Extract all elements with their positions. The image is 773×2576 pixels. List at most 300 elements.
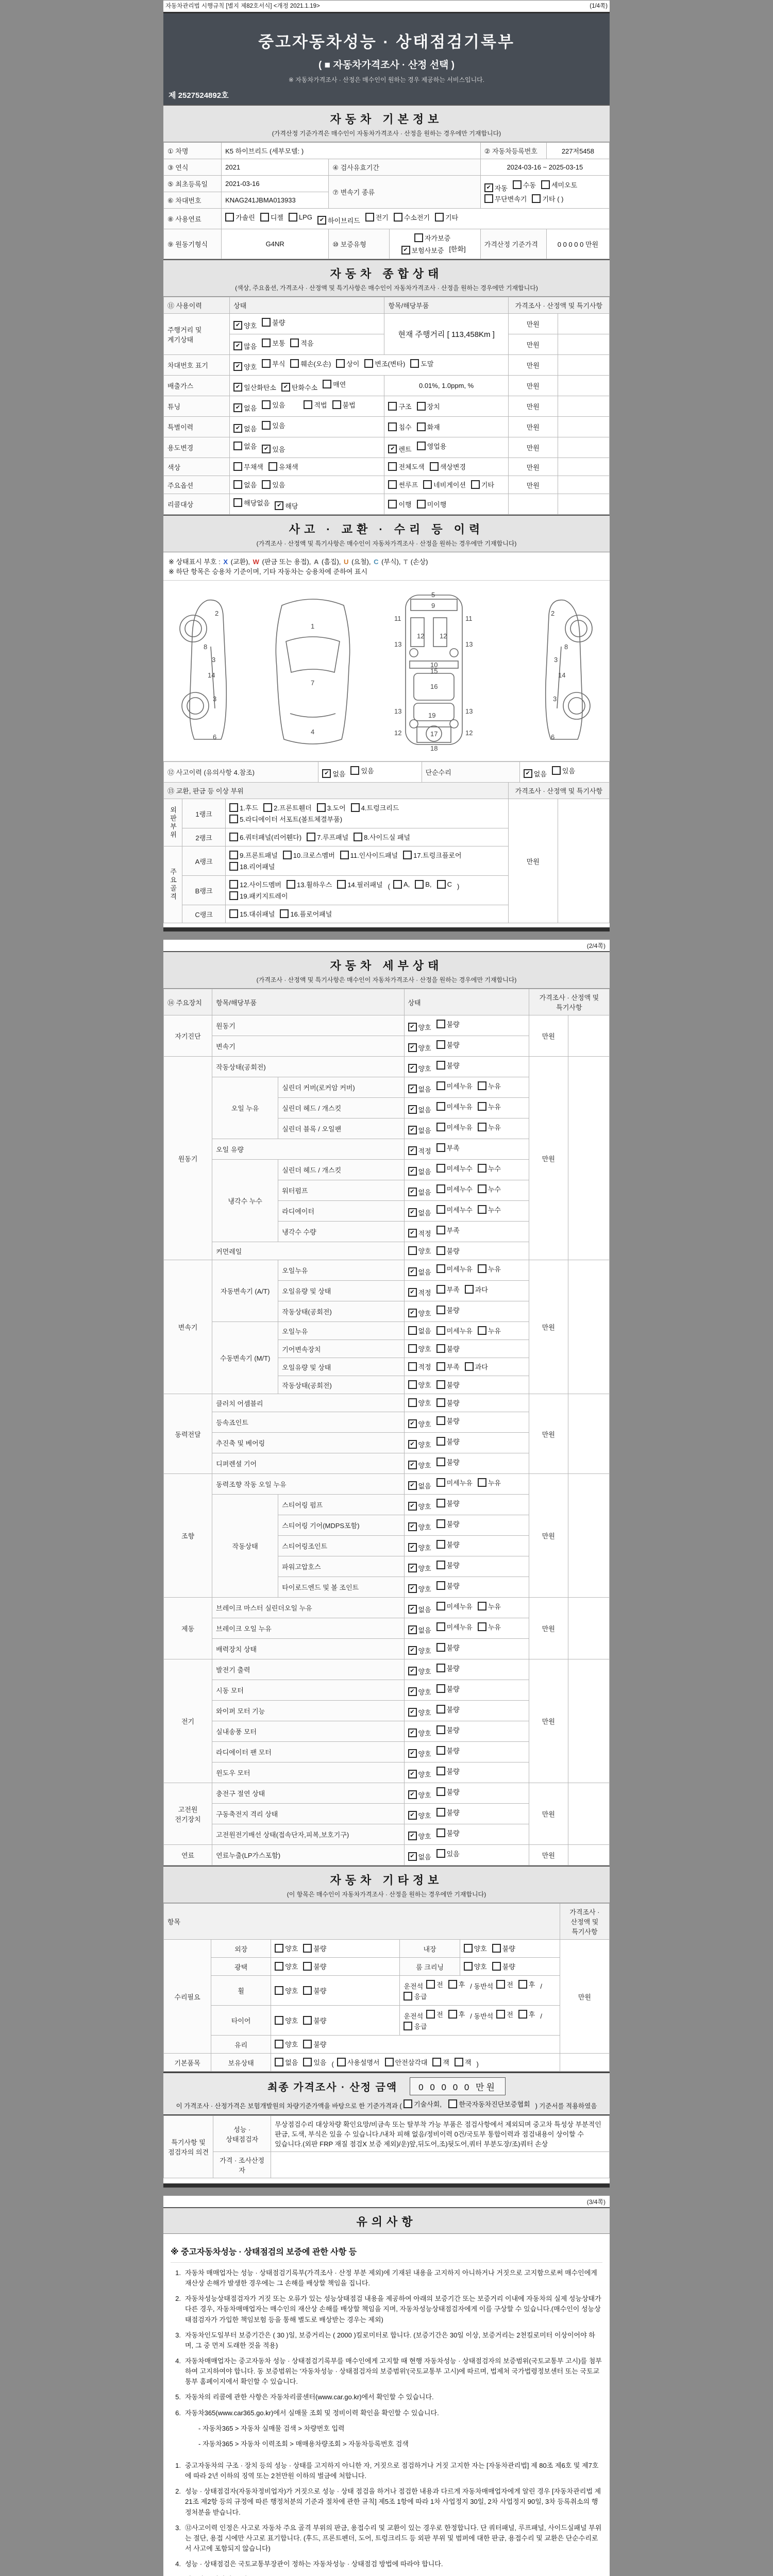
checkbox-checked[interactable] (408, 1105, 431, 1114)
checkbox-checked[interactable] (408, 1625, 431, 1635)
checkbox-unchecked[interactable] (436, 1040, 460, 1049)
checkbox-checked[interactable] (408, 1728, 431, 1738)
device-item: 발전기 출력 (212, 1659, 404, 1680)
checkbox-unchecked[interactable] (385, 2057, 428, 2067)
checkbox-unchecked[interactable] (323, 379, 346, 389)
checkbox-unchecked[interactable] (365, 212, 389, 222)
checkbox-unchecked[interactable] (436, 1787, 460, 1797)
checkbox-unchecked[interactable] (233, 462, 263, 471)
checkbox-label: 누유 (488, 1623, 501, 1631)
checkbox-checked[interactable] (408, 1084, 431, 1094)
checkbox-unchecked[interactable] (552, 766, 575, 775)
checkbox-unchecked[interactable] (436, 1663, 460, 1673)
inline-text: / (540, 2012, 542, 2020)
checkbox-unchecked[interactable] (403, 850, 461, 860)
checkbox-unchecked[interactable] (408, 1362, 431, 1371)
checkbox-checked[interactable] (408, 1790, 431, 1800)
checkbox-unchecked[interactable] (436, 1704, 460, 1714)
device-item: 라디에이터 팬 모터 (212, 1742, 404, 1762)
checkbox-checked[interactable] (408, 1563, 431, 1573)
checkbox-unchecked[interactable] (436, 1163, 473, 1173)
checkbox-checked[interactable] (388, 444, 411, 454)
note-cell (568, 1783, 609, 1845)
device-status (404, 1824, 529, 1845)
checkbox-unchecked[interactable] (436, 1362, 460, 1371)
checkbox-unchecked[interactable] (436, 1205, 473, 1214)
checkbox-unchecked[interactable] (303, 1986, 326, 1995)
checkbox-unchecked[interactable] (225, 212, 255, 222)
checkbox-unchecked[interactable] (435, 212, 458, 222)
checkbox-box-icon: ✔ (233, 342, 242, 350)
checkbox-box-icon (229, 909, 238, 918)
checkbox-unchecked[interactable] (492, 1961, 515, 1971)
checkbox-unchecked[interactable] (408, 1398, 431, 1408)
checkbox-unchecked[interactable] (436, 1264, 473, 1274)
device-item: 스티어링 기어(MDPS포함) (278, 1515, 404, 1536)
checkbox-checked[interactable] (408, 1584, 431, 1594)
table-cell: K5 하이브리드 (세부모델: ) (222, 143, 481, 159)
checkbox-unchecked[interactable] (229, 814, 342, 824)
svg-text:6: 6 (213, 733, 217, 741)
price-cell: 만원 (529, 1474, 568, 1598)
checkbox-unchecked[interactable] (262, 400, 285, 410)
checkbox-label: 불량 (313, 2016, 327, 2025)
checkbox-unchecked[interactable] (262, 338, 285, 348)
checkbox-unchecked[interactable] (337, 2057, 380, 2067)
checkbox-unchecked[interactable] (332, 400, 356, 410)
device-status (404, 1556, 529, 1577)
checkbox-unchecked[interactable] (478, 1326, 501, 1335)
checkbox-checked[interactable] (233, 362, 257, 371)
checkbox-checked[interactable] (408, 1308, 431, 1318)
checkbox-checked[interactable] (233, 403, 257, 413)
checkbox-box-icon (415, 880, 424, 889)
checkbox-checked[interactable] (408, 1287, 431, 1297)
svg-text:1: 1 (311, 622, 315, 630)
checkbox-unchecked[interactable] (492, 1943, 515, 1953)
checkbox-box-icon (426, 2010, 435, 2019)
section-caution-header (163, 2207, 610, 2234)
checkbox-unchecked[interactable] (229, 832, 301, 842)
checkbox-unchecked[interactable] (287, 879, 332, 889)
checkbox-unchecked[interactable] (229, 879, 281, 889)
checkbox-unchecked[interactable] (404, 2021, 427, 2031)
checkbox-checked[interactable] (281, 382, 317, 392)
checkbox-checked[interactable] (408, 1043, 431, 1053)
table-cell (222, 209, 610, 229)
checkbox-box-icon (260, 213, 269, 222)
checkbox-checked[interactable] (484, 183, 508, 193)
checkbox-unchecked[interactable] (455, 2057, 472, 2067)
checkbox-checked[interactable] (233, 341, 257, 351)
checkbox-label: 누유 (488, 1082, 501, 1090)
checkbox-box-icon (436, 1705, 445, 1714)
checkbox-unchecked[interactable] (436, 1246, 460, 1256)
checkbox-unchecked[interactable] (436, 1101, 473, 1111)
checkbox-unchecked[interactable] (290, 359, 331, 368)
checkbox-unchecked[interactable] (436, 1122, 473, 1132)
device-group-label: 동력전달 (164, 1394, 212, 1474)
checkbox-checked[interactable] (408, 1831, 431, 1841)
checkbox-checked[interactable] (233, 320, 257, 330)
checkbox-unchecked[interactable] (289, 213, 312, 222)
section-basic-title: 자동차 기본정보 (330, 113, 443, 126)
checkbox-checked[interactable] (408, 1646, 431, 1655)
checkbox-checked[interactable] (262, 444, 285, 454)
checkbox-checked[interactable] (408, 1749, 431, 1758)
table-row (164, 437, 610, 458)
checkbox-checked[interactable] (408, 1228, 431, 1238)
table-cell: 배출가스 (164, 376, 230, 396)
checkbox-unchecked[interactable] (436, 1225, 460, 1235)
checkbox-unchecked[interactable] (229, 909, 275, 919)
caution-item (171, 2486, 602, 2517)
checkbox-unchecked[interactable] (541, 180, 577, 190)
checkbox-box-icon (478, 1205, 486, 1214)
checkbox-checked[interactable] (408, 1125, 431, 1135)
checkbox-checked[interactable] (408, 1460, 431, 1470)
caution-item-text: 자동차성능상태점검자가 거짓 또는 오류가 있는 성능상태점검 내용을 제공하여 아래의 보증기간 또는 보증거리 이내에 자동차의 실제 성능상태가 다른 경우, 자동차매매업자는 매수인의 재산상 손해를 배상할 책임을 지며, 자동차성능상태점검자에게 이를 구상할 수 있습니다.(매수인이 성능상태점검자가 가입한 책임보험 등을 통해 별도로 배상받는 경우는 제외) (185, 2295, 601, 2324)
checkbox-unchecked[interactable] (513, 180, 536, 190)
table-cell (384, 396, 508, 417)
checkbox-unchecked[interactable] (532, 194, 563, 204)
checkbox-unchecked[interactable] (448, 1979, 465, 1989)
checkbox-box-icon (303, 1962, 312, 1971)
checkbox-unchecked[interactable] (436, 1560, 460, 1570)
legend-code-T: T (404, 558, 408, 566)
checkbox-unchecked[interactable] (303, 2039, 326, 2049)
checkbox-unchecked[interactable] (464, 1943, 487, 1953)
checkbox-label: 불량 (446, 1021, 460, 1028)
checkbox-checked[interactable] (408, 1481, 431, 1490)
checkbox-unchecked[interactable] (417, 422, 440, 432)
checkbox-unchecked[interactable] (304, 400, 327, 410)
checkbox-unchecked[interactable] (280, 909, 332, 919)
table-cell: ② 자동차등록번호 (480, 143, 546, 159)
checkbox-label: 불량 (446, 1644, 460, 1652)
checkbox-unchecked[interactable] (436, 1284, 460, 1294)
checkbox-unchecked[interactable] (436, 1622, 473, 1632)
checkbox-unchecked[interactable] (317, 803, 346, 812)
checkbox-unchecked[interactable] (465, 1284, 488, 1294)
checkbox-unchecked[interactable] (496, 2009, 513, 2019)
device-status (404, 1057, 529, 1077)
checkbox-unchecked[interactable] (478, 1205, 501, 1214)
checkbox-box-icon (388, 422, 397, 431)
checkbox-unchecked[interactable] (448, 2099, 530, 2109)
legend-desc: (부식), (381, 558, 401, 566)
table-cell: 광택 (211, 1958, 271, 1976)
checkbox-unchecked[interactable] (436, 1143, 460, 1153)
checkbox-checked[interactable] (408, 1501, 431, 1511)
checkbox-checked[interactable] (275, 501, 298, 511)
checkbox-unchecked[interactable] (437, 880, 452, 889)
checkbox-unchecked[interactable] (448, 2009, 465, 2019)
checkbox-unchecked[interactable] (303, 2057, 326, 2067)
checkbox-unchecked[interactable] (410, 359, 433, 368)
checkbox-unchecked[interactable] (336, 359, 359, 368)
checkbox-unchecked[interactable] (436, 1581, 460, 1590)
checkbox-unchecked[interactable] (233, 498, 270, 507)
checkbox-unchecked[interactable] (275, 1986, 298, 1995)
checkbox-unchecked[interactable] (263, 803, 312, 812)
checkbox-box-icon (478, 1622, 486, 1631)
checkbox-unchecked[interactable] (436, 1326, 473, 1335)
checkbox-unchecked[interactable] (417, 499, 447, 509)
checkbox-checked[interactable] (408, 1604, 431, 1614)
checkbox-unchecked[interactable] (262, 480, 285, 489)
checkbox-unchecked[interactable] (414, 233, 450, 243)
checkbox-label: B, (425, 880, 432, 888)
checkbox-label: 변조(변타) (375, 360, 406, 368)
checkbox-checked[interactable] (408, 1419, 431, 1429)
checkbox-unchecked[interactable] (394, 212, 430, 222)
table-cell (384, 494, 508, 515)
checkbox-unchecked[interactable] (388, 480, 418, 489)
checkbox-unchecked[interactable] (432, 2057, 449, 2067)
checkbox-unchecked[interactable] (436, 1457, 460, 1467)
checkbox-unchecked[interactable] (229, 803, 258, 812)
checkbox-unchecked[interactable] (268, 462, 298, 471)
checkbox-unchecked[interactable] (303, 1961, 326, 1971)
checkbox-unchecked[interactable] (436, 1344, 460, 1353)
checkbox-unchecked[interactable] (404, 2099, 442, 2109)
checkbox-label: 탄화수소 (291, 384, 318, 392)
checkbox-box-icon (478, 1184, 486, 1193)
checkbox-unchecked[interactable] (426, 1979, 443, 1989)
checkbox-unchecked[interactable] (260, 212, 283, 222)
checkbox-unchecked[interactable] (415, 880, 431, 889)
checkbox-box-icon (393, 880, 402, 889)
checkbox-label: 있음 (272, 481, 285, 489)
table-cell (460, 1940, 560, 1958)
checkbox-unchecked[interactable] (303, 1943, 326, 1953)
checkbox-checked[interactable] (408, 1063, 431, 1073)
checkbox-unchecked[interactable] (436, 1081, 473, 1091)
checkbox-label: 불량 (446, 1345, 460, 1353)
checkbox-label: 양호 (474, 1945, 487, 1953)
checkbox-unchecked[interactable] (351, 803, 399, 812)
checkbox-unchecked[interactable] (496, 1979, 513, 1989)
device-mid-label: 오일 누유 (212, 1077, 278, 1139)
checkbox-unchecked[interactable] (478, 1264, 501, 1274)
caution-item-text: 자동차인도일부터 보증기간은 ( 30 )일, 보증거리는 ( 2000 )킬로미터로 합니다. (보증기간은 30일 이상, 보증거리는 2천킬로미터 이상이어야 하며, 그 중 먼저 도래한 것을 적용) (185, 2331, 595, 2349)
checkbox-label: 12.사이드멤버 (240, 881, 281, 889)
device-status (404, 1201, 529, 1222)
checkbox-label: LPG (298, 213, 312, 221)
checkbox-checked[interactable] (408, 1022, 431, 1032)
checkbox-checked[interactable] (408, 1707, 431, 1717)
checkbox-box-icon (287, 880, 295, 889)
checkbox-box-icon: ✔ (408, 1646, 417, 1655)
checkbox-checked[interactable] (317, 215, 360, 225)
legend-codes (169, 556, 604, 566)
checkbox-unchecked[interactable] (275, 1943, 298, 1953)
checkbox-unchecked[interactable] (354, 832, 410, 842)
checkbox-checked[interactable] (322, 769, 345, 778)
table-cell (230, 314, 384, 334)
table-cell: ⑬ 교환, 판금 등 이상 부위 (164, 783, 509, 799)
checkbox-unchecked[interactable] (478, 1601, 501, 1611)
checkbox-unchecked[interactable] (408, 1326, 431, 1335)
checkbox-checked[interactable] (408, 1666, 431, 1676)
checkbox-unchecked[interactable] (290, 338, 313, 348)
checkbox-unchecked[interactable] (436, 1828, 460, 1838)
checkbox-box-icon: ✔ (408, 1708, 417, 1717)
checkbox-checked[interactable] (408, 1810, 431, 1820)
checkbox-checked[interactable] (233, 382, 276, 392)
checkbox-checked[interactable] (408, 1208, 431, 1217)
checkbox-box-icon (437, 880, 446, 889)
checkbox-unchecked[interactable] (436, 1305, 460, 1315)
checkbox-unchecked[interactable] (436, 1184, 473, 1194)
checkbox-label: 양호 (418, 1310, 431, 1317)
device-status (404, 1281, 529, 1301)
checkbox-unchecked[interactable] (426, 2009, 443, 2019)
checkbox-unchecked[interactable] (364, 359, 405, 368)
checkbox-label: 불량 (446, 1381, 460, 1389)
checkbox-unchecked[interactable] (436, 1498, 460, 1508)
checkbox-unchecked[interactable] (350, 766, 374, 775)
checkbox-unchecked[interactable] (436, 1519, 460, 1529)
checkbox-box-icon (436, 1581, 445, 1590)
checkbox-unchecked[interactable] (388, 401, 411, 411)
checkbox-unchecked[interactable] (307, 832, 348, 842)
checkbox-box-icon (275, 1962, 283, 1971)
checkbox-unchecked[interactable] (436, 1539, 460, 1549)
table-cell (230, 476, 384, 494)
checkbox-checked[interactable] (408, 1769, 431, 1779)
checkbox-unchecked[interactable] (436, 1745, 460, 1755)
checkbox-unchecked[interactable] (436, 1060, 460, 1070)
checkbox-unchecked[interactable] (478, 1163, 501, 1173)
checkbox-unchecked[interactable] (262, 317, 285, 327)
checkbox-box-icon (436, 1205, 445, 1214)
checkbox-unchecked[interactable] (388, 462, 424, 471)
checkbox-unchecked[interactable] (436, 1380, 460, 1389)
checkbox-unchecked[interactable] (518, 1979, 535, 1989)
checkbox-unchecked[interactable] (233, 480, 257, 489)
checkbox-checked[interactable] (233, 423, 257, 433)
checkbox-checked[interactable] (408, 1146, 431, 1156)
checkbox-unchecked[interactable] (408, 1380, 431, 1389)
checkbox-unchecked[interactable] (340, 850, 398, 860)
table-row (164, 1474, 610, 1495)
checkbox-unchecked[interactable] (478, 1478, 501, 1487)
checkbox-unchecked[interactable] (478, 1101, 501, 1111)
checkbox-unchecked[interactable] (303, 2015, 326, 2025)
checkbox-unchecked[interactable] (478, 1122, 501, 1132)
checkbox-unchecked[interactable] (408, 1246, 431, 1256)
checkbox-unchecked[interactable] (388, 422, 411, 432)
checkbox-unchecked[interactable] (417, 401, 440, 411)
checkbox-checked[interactable] (408, 1522, 431, 1532)
checkbox-box-icon (436, 1362, 445, 1371)
checkbox-unchecked[interactable] (275, 2057, 298, 2067)
checkbox-label: 16.플로어패널 (290, 910, 332, 918)
checkbox-label: 양호 (418, 1345, 431, 1353)
checkbox-unchecked[interactable] (229, 861, 275, 871)
checkbox-unchecked[interactable] (436, 1642, 460, 1652)
checkbox-unchecked[interactable] (436, 1684, 460, 1693)
checkbox-checked[interactable] (408, 1166, 431, 1176)
checkbox-unchecked[interactable] (275, 2015, 298, 2025)
checkbox-label: 미세누수 (446, 1185, 473, 1193)
checkbox-unchecked[interactable] (465, 1362, 488, 1371)
table-row (164, 1015, 610, 1036)
checkbox-unchecked[interactable] (417, 441, 447, 451)
checkbox-checked[interactable] (408, 1439, 431, 1449)
checkbox-unchecked[interactable] (478, 1184, 501, 1194)
table-row (164, 229, 610, 259)
table-cell: 단순수리 (422, 762, 519, 783)
checkbox-checked[interactable] (408, 1852, 431, 1861)
checkbox-label: 없음 (418, 1482, 431, 1490)
checkbox-unchecked[interactable] (436, 1601, 473, 1611)
checkbox-unchecked[interactable] (436, 1807, 460, 1817)
checkbox-unchecked[interactable] (430, 462, 466, 471)
checkbox-unchecked[interactable] (471, 480, 494, 489)
page-marker-3: (3/4쪽) (163, 2196, 610, 2207)
checkbox-unchecked[interactable] (436, 1019, 460, 1029)
checkbox-unchecked[interactable] (436, 1725, 460, 1735)
checkbox-unchecked[interactable] (229, 891, 288, 901)
checkbox-unchecked[interactable] (423, 480, 466, 489)
checkbox-unchecked[interactable] (484, 194, 527, 204)
checkbox-unchecked[interactable] (275, 2039, 298, 2049)
checkbox-unchecked[interactable] (262, 420, 285, 430)
checkbox-unchecked[interactable] (478, 1081, 501, 1091)
checkbox-box-icon (303, 1944, 312, 1953)
checkbox-checked[interactable] (408, 1187, 431, 1197)
device-item: 작동상태(공회전) (212, 1057, 404, 1077)
checkbox-box-icon (465, 1285, 474, 1294)
checkbox-unchecked[interactable] (283, 850, 335, 860)
checkbox-unchecked[interactable] (436, 1436, 460, 1446)
device-item: 고전원전기배선 상태(접속단자,피복,보호기구) (212, 1824, 404, 1845)
checkbox-checked[interactable] (408, 1687, 431, 1697)
checkbox-unchecked[interactable] (404, 1991, 427, 2001)
checkbox-unchecked[interactable] (464, 1961, 487, 1971)
checkbox-checked[interactable] (401, 245, 444, 255)
checkbox-unchecked[interactable] (478, 1622, 501, 1632)
checkbox-checked[interactable] (408, 1267, 431, 1277)
checkbox-unchecked[interactable] (436, 1478, 473, 1487)
checkbox-unchecked[interactable] (436, 1416, 460, 1426)
table-cell (519, 762, 609, 783)
checkbox-unchecked[interactable] (518, 2009, 535, 2019)
checkbox-unchecked[interactable] (337, 879, 382, 889)
checkbox-checked[interactable] (524, 769, 547, 778)
table-row (164, 376, 610, 396)
checkbox-unchecked[interactable] (388, 499, 411, 509)
checkbox-unchecked[interactable] (233, 441, 257, 451)
checkbox-unchecked[interactable] (393, 880, 410, 889)
checkbox-unchecked[interactable] (262, 359, 285, 368)
checkbox-unchecked[interactable] (275, 1961, 298, 1971)
final-price-note (169, 2098, 604, 2110)
checkbox-checked[interactable] (408, 1543, 431, 1552)
checkbox-unchecked[interactable] (229, 850, 278, 860)
checkbox-unchecked[interactable] (436, 1398, 460, 1408)
table-cell (384, 417, 508, 437)
checkbox-unchecked[interactable] (436, 1766, 460, 1776)
caution-item-number: 3. (175, 2523, 181, 2532)
other-info-table (163, 1903, 610, 2072)
checkbox-unchecked[interactable] (408, 1344, 431, 1353)
checkbox-label: 수소전기 (404, 214, 430, 222)
checkbox-unchecked[interactable] (436, 1849, 460, 1858)
